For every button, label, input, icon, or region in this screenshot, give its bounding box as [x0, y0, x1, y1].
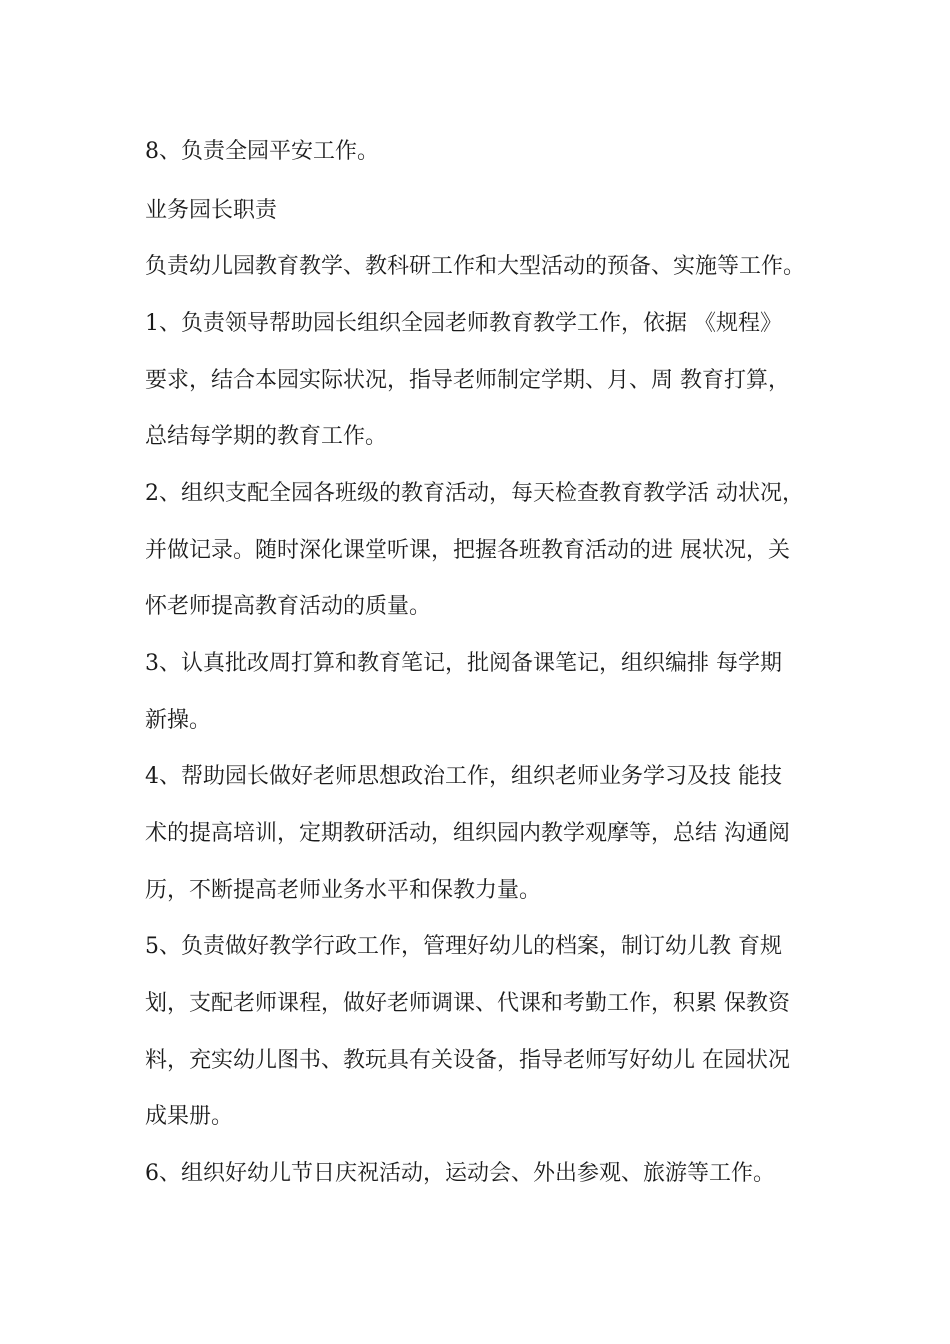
item-5-line-3: 料，充实幼儿图书、教玩具有关设备，指导老师写好幼儿 在园状况: [145, 1048, 790, 1073]
item-8-line: 8、负责全园平安工作。: [145, 139, 379, 164]
item-3-line-2: 新操。: [145, 708, 212, 733]
item-1-line-3: 总结每学期的教育工作。: [145, 424, 388, 449]
item-2-line-2: 并做记录。随时深化课堂听课，把握各班教育活动的进 展状况，关: [145, 538, 790, 563]
item-5-line-1: 5、负责做好教学行政工作，管理好幼儿的档案，制订幼儿教 育规: [145, 934, 782, 959]
item-5-line-4: 成果册。: [145, 1104, 234, 1129]
item-3-line-1: 3、认真批改周打算和教育笔记，批阅备课笔记，组织编排 每学期: [145, 651, 782, 676]
item-1-line-1: 1、负责领导帮助园长组织全园老师教育教学工作，依据 《规程》: [145, 311, 782, 336]
item-4-line-1: 4、帮助园长做好老师思想政治工作，组织老师业务学习及技 能技: [145, 764, 782, 789]
section-intro: 负责幼儿园教育教学、教科研工作和大型活动的预备、实施等工作。: [145, 254, 806, 279]
item-4-line-3: 历，不断提高老师业务水平和保教力量。: [145, 878, 542, 903]
section-heading: 业务园长职责: [145, 198, 278, 223]
item-4-line-2: 术的提高培训，定期教研活动，组织园内教学观摩等，总结 沟通阅: [145, 821, 790, 846]
item-6-line: 6、组织好幼儿节日庆祝活动，运动会、外出参观、旅游等工作。: [145, 1161, 775, 1186]
item-2-line-1: 2、组织支配全园各班级的教育活动，每天检查教育教学活 动状况，: [145, 481, 804, 506]
item-2-line-3: 怀老师提高教育活动的质量。: [145, 594, 432, 619]
item-5-line-2: 划，支配老师课程，做好老师调课、代课和考勤工作，积累 保教资: [145, 991, 790, 1016]
item-1-line-2: 要求，结合本园实际状况，指导老师制定学期、月、周 教育打算，: [145, 368, 790, 393]
